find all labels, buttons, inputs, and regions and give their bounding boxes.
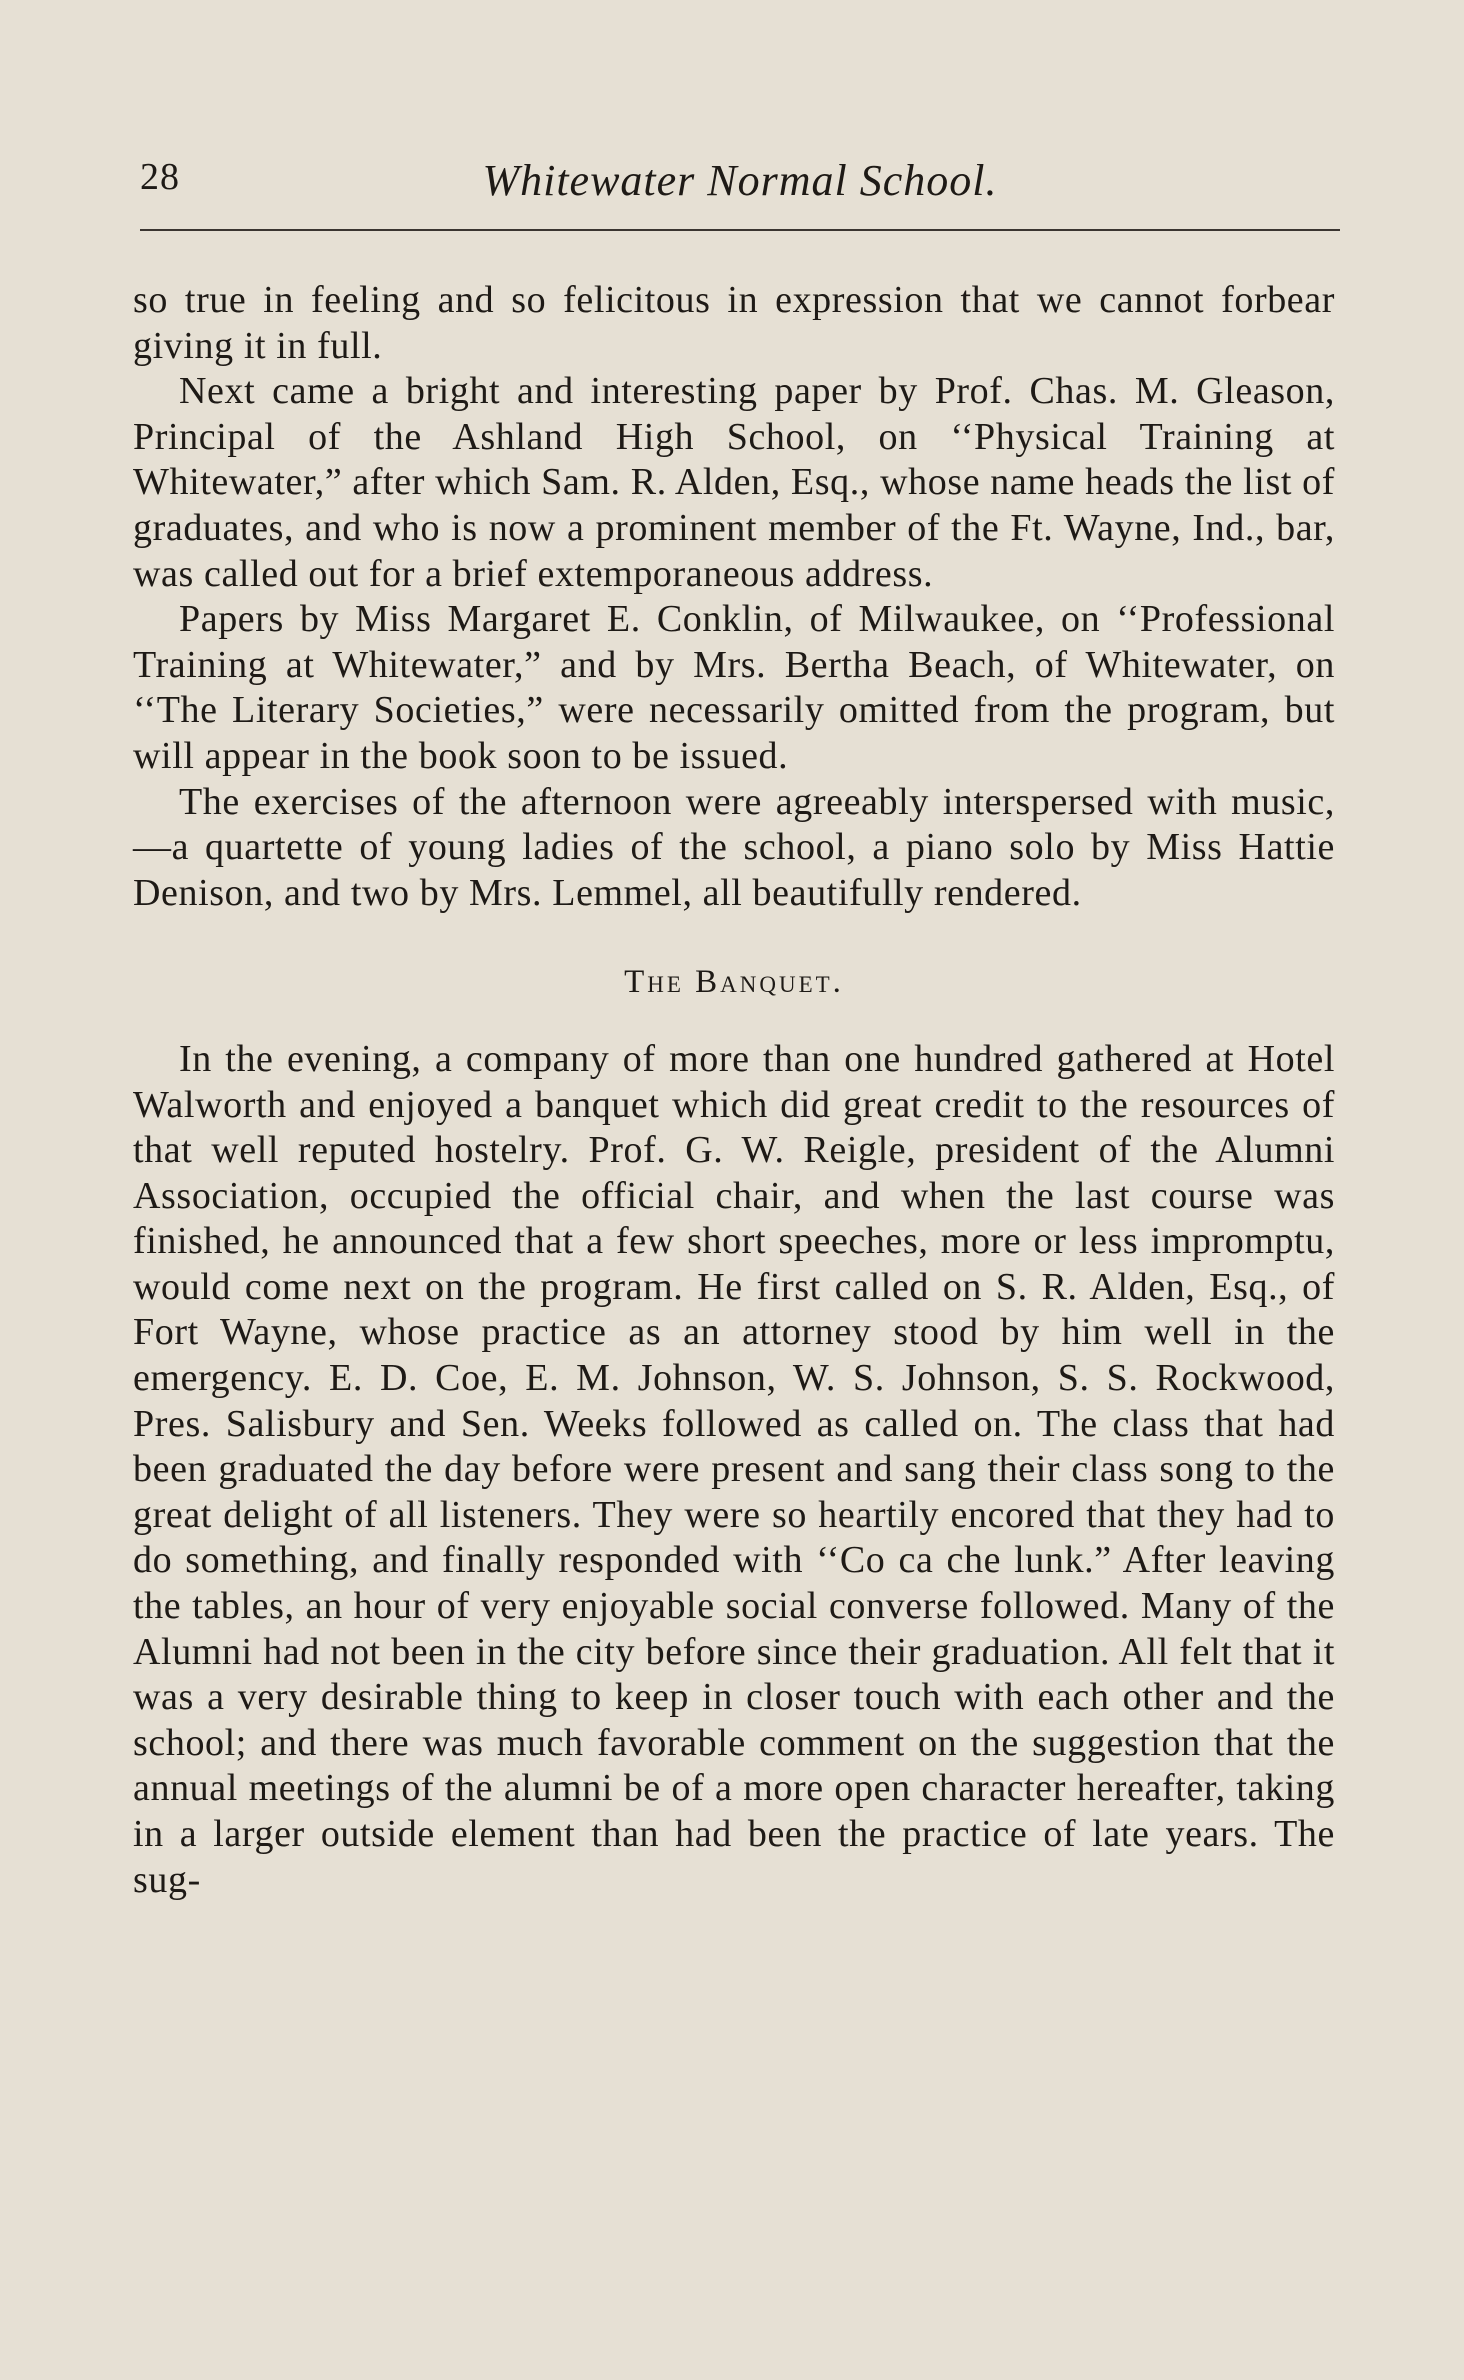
paragraph-continuation: so true in feeling and so felicitous in expression that we cannot forbear giving it in full. (133, 279, 1335, 367)
section-heading-banquet: The Banquet. (624, 964, 844, 1001)
paragraph-omitted-papers: Papers by Miss Margaret E. Conklin, of Milwaukee, on ‘‘Professional Training at Whitewater,” and by Mrs. Bertha Beach, of Whitewater, on ‘‘The Literary Societies,” were necessarily omitted from the program, but will appear in the book soon to be issued. (133, 598, 1335, 777)
paragraph-banquet: In the evening, a company of more than one hundred gathered at Hotel Walworth and enjoyed a banquet which did great credit to the resources of that well reputed hostelry. Prof. G. W. Reigle, president of the Alumni Association, occupied the official chair, and when the last course was finished, he announced that a few short speeches, more or less impromptu, would come next on the program. He first called on S. R. Alden, Esq., of Fort Wayne, whose practice as an attorney stood by him well in the emergency. E. D. Coe, E. M. Johnson, W. S. Johnson, S. S. Rockwood, Pres. Salisbury and Sen. Weeks followed as called on. The class that had been graduated the day before were present and sang their class song to the great delight of all listeners. They were so heartily encored that they had to do something, and finally responded with ‘‘Co ca che lunk.” After leaving the tables, an hour of very enjoyable social converse followed. Many of the Alumni had not been in the city before since their graduation. All felt that it was a very desirable thing to keep in closer touch with each other and the school; and there was much favorable comment on the suggestion that the annual meetings of the alumni be of a more open character hereafter, taking in a larger outside element than had been the practice of late years. The sug- (133, 1037, 1335, 1901)
paragraph-gleason-paper: Next came a bright and interesting paper by Prof. Chas. M. Gleason, Principal of the Ashland High School, on ‘‘Physical Training at Whitewater,” after which Sam. R. Alden, Esq., whose name heads the list of graduates, and who is now a prominent member of the Ft. Wayne, Ind., bar, was called out for a brief extemporaneous address. (133, 370, 1335, 595)
body-text (133, 278, 1335, 1903)
header-rule (140, 229, 1340, 231)
running-title: Whitewater Normal School. (482, 156, 998, 205)
page-number: 28 (140, 156, 180, 198)
paragraph-music: The exercises of the afternoon were agreeably interspersed with music,—a quartette of young ladies of the school, a piano solo by Miss Hattie Denison, and two by Mrs. Lemmel, all beautifully rendered. (133, 780, 1335, 914)
page-header (140, 155, 1340, 215)
